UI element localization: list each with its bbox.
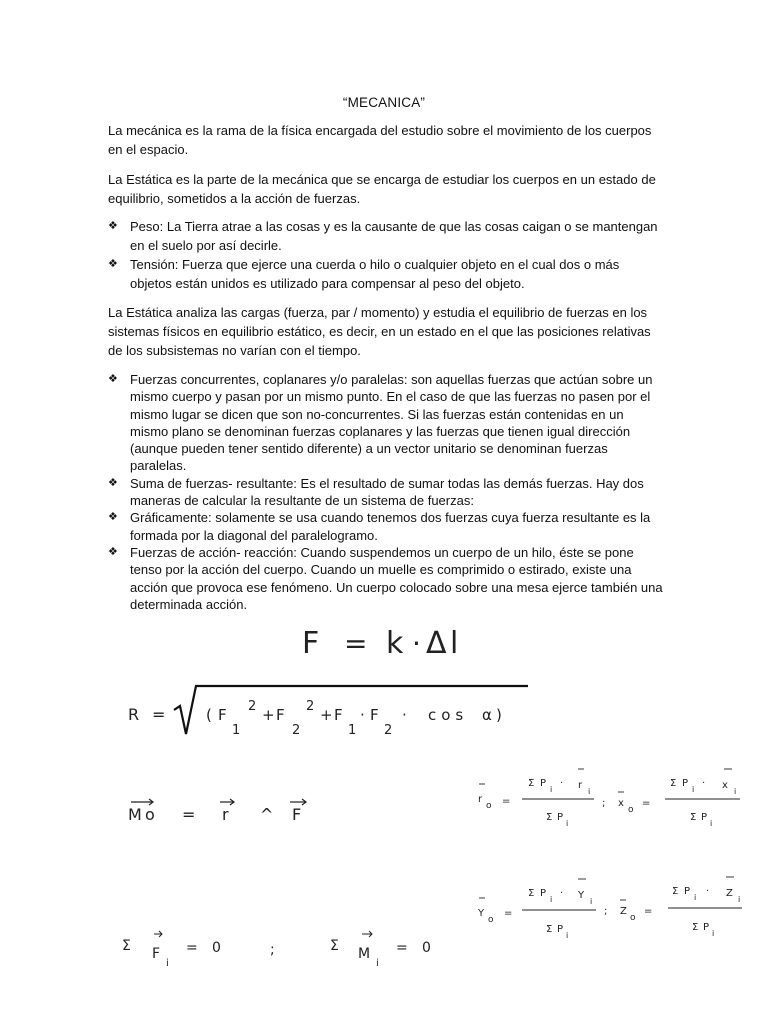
formula-subscript: i bbox=[694, 893, 697, 902]
paragraph-statics-analysis: La Estática analiza las cargas (fuerza, par / momento) y estudia el equilibrio de fuerzas en los sistemas físicos en equilibrio estático, es decir, en un estado en el que las posiciones relativas de los subsistemas no varían con el tiempo. bbox=[108, 305, 651, 358]
formula-symbol: ; bbox=[604, 906, 608, 917]
list-item-text: Tensión: Fuerza que ejerce una cuerda o hilo o cualquier objeto en el cual dos o más objetos están unidos es utilizado para compensar al peso del objeto. bbox=[130, 257, 620, 291]
formula-symbol: = bbox=[344, 627, 368, 660]
formula-symbol: P bbox=[703, 922, 710, 933]
list-item bbox=[108, 544, 664, 613]
formula-symbol: · bbox=[706, 886, 710, 897]
formula-symbol: P bbox=[540, 778, 547, 789]
formula-symbol: Σ bbox=[692, 922, 699, 933]
diamond-bullet-icon: ❖ bbox=[108, 476, 118, 489]
formula-symbol: P bbox=[684, 886, 691, 897]
formula-subscript: 1 bbox=[232, 723, 241, 738]
formula-subscript: o bbox=[630, 913, 636, 923]
formula-symbol: + bbox=[262, 706, 275, 724]
formula-symbol: = bbox=[182, 805, 196, 824]
list-item bbox=[108, 371, 664, 475]
formula-subscript: i bbox=[376, 958, 379, 969]
formula-symbol: F bbox=[218, 706, 227, 724]
formula-symbol: F bbox=[370, 706, 379, 724]
paragraph-statics: La Estática es la parte de la mecánica que se encarga de estudiar los cuerpos en un estado de equilibrio, sometidos a la acción de fuerzas. bbox=[108, 172, 656, 206]
formula-symbol: M bbox=[358, 946, 371, 962]
formula-symbol: Σ bbox=[670, 778, 677, 789]
formula-subscript: 1 bbox=[348, 723, 357, 738]
formula-symbol: ( bbox=[206, 706, 212, 724]
formula-symbol: Z bbox=[620, 906, 627, 917]
formula-symbol: R bbox=[128, 705, 140, 724]
formula-symbol: r bbox=[578, 780, 583, 791]
formula-symbol: Y bbox=[578, 890, 585, 901]
diamond-bullet-icon: ❖ bbox=[108, 545, 118, 558]
formula-symbol: k bbox=[386, 626, 404, 661]
formula-symbol: · bbox=[702, 778, 706, 789]
formula-subscript: 2 bbox=[384, 723, 393, 738]
formula-symbol: Z bbox=[726, 888, 733, 899]
formula-subscript: i bbox=[712, 929, 715, 938]
formula-subscript: i bbox=[588, 787, 591, 796]
list-item-text: Peso: La Tierra atrae a las cosas y es la causante de que las cosas caigan o se mantengan en el suelo por así decirle. bbox=[130, 219, 658, 253]
formula-symbol: · bbox=[402, 706, 407, 724]
formula-subscript: i bbox=[590, 897, 593, 906]
formula-symbol: Σ bbox=[330, 938, 339, 954]
formula-symbol: cos bbox=[428, 706, 469, 724]
formula-symbol: Σ bbox=[690, 812, 697, 823]
formula-subscript: i bbox=[734, 787, 737, 796]
resultant-formula bbox=[120, 672, 540, 752]
formula-symbol: P bbox=[701, 812, 708, 823]
formula-symbol: = bbox=[502, 796, 511, 807]
formula-subscript: 2 bbox=[292, 723, 301, 738]
formula-symbol: F bbox=[334, 706, 343, 724]
formula-subscript: o bbox=[628, 805, 634, 815]
formula-symbol: l bbox=[450, 626, 459, 661]
formula-symbol: ; bbox=[270, 942, 275, 958]
formula-superscript: 2 bbox=[306, 699, 315, 714]
formula-symbol: ; bbox=[602, 798, 606, 809]
centroid-formula-y-z bbox=[470, 876, 760, 946]
formula-symbol: α bbox=[482, 706, 492, 724]
formula-symbol: Δ bbox=[426, 626, 447, 661]
formula-symbol: Σ bbox=[528, 888, 535, 899]
formula-symbol: ^ bbox=[260, 805, 274, 824]
formula-symbol: P bbox=[682, 778, 689, 789]
formula-symbol: r bbox=[222, 805, 229, 824]
formula-symbol: = bbox=[504, 908, 513, 919]
formula-symbol: r bbox=[478, 794, 483, 805]
formula-symbol: Σ bbox=[546, 924, 553, 935]
diamond-bullet-icon: ❖ bbox=[108, 511, 118, 524]
diamond-bullet-icon: ❖ bbox=[108, 373, 118, 385]
formula-symbol: Σ bbox=[672, 886, 679, 897]
formula-superscript: 2 bbox=[248, 699, 257, 714]
formula-subscript: i bbox=[710, 819, 713, 828]
formula-symbol: = bbox=[644, 906, 653, 917]
bullet-list-force-types bbox=[108, 371, 664, 613]
formula-symbol: P bbox=[540, 888, 547, 899]
formula-symbol: = bbox=[186, 940, 198, 956]
formula-subscript: i bbox=[550, 895, 553, 904]
paragraph-intro: La mecánica es la rama de la física encargada del estudio sobre el movimiento de los cuerpos en el espacio. bbox=[108, 123, 652, 157]
formula-symbol: 0 bbox=[422, 940, 431, 956]
formula-symbol: = bbox=[642, 798, 651, 809]
formula-symbol: F bbox=[152, 946, 161, 962]
centroid-formula-r-x bbox=[470, 762, 760, 832]
formula-symbol: Σ bbox=[122, 938, 131, 954]
formula-symbol: · bbox=[560, 778, 564, 789]
formula-subscript: i bbox=[692, 785, 695, 794]
formula-symbol: P bbox=[557, 924, 564, 935]
formula-symbol: x bbox=[722, 780, 728, 791]
equilibrium-formula bbox=[120, 920, 450, 975]
formula-symbol: + bbox=[320, 706, 333, 724]
formula-symbol: Y bbox=[478, 908, 485, 919]
diamond-bullet-icon: ❖ bbox=[108, 258, 118, 270]
list-item bbox=[108, 475, 664, 510]
formula-subscript: i bbox=[566, 819, 569, 828]
diamond-bullet-icon: ❖ bbox=[108, 220, 118, 232]
list-item-text: Fuerzas concurrentes, coplanares y/o paralelas: son aquellas fuerzas que actúan sobre un mismo cuerpo y pasan por un mismo punto. En el caso de que las fuerzas no pasen por el mismo lugar se dicen que son no-concurrentes. Si las fuerzas están contenidas en un mismo plano se denominan fuerzas coplanares y las fuerzas que tienen igual dirección (aunque pueden tener sentido diferente) a un vector unitario se denominan fuerzas paralelas. bbox=[130, 372, 653, 474]
hooke-law-formula bbox=[290, 615, 480, 665]
list-item bbox=[108, 217, 664, 255]
page-title: “MECANICA” bbox=[342, 95, 426, 110]
formula-symbol: F bbox=[302, 626, 320, 661]
formula-symbol: Σ bbox=[546, 812, 553, 823]
formula-subscript: i bbox=[566, 931, 569, 940]
bullet-list-forces bbox=[108, 217, 664, 293]
list-item-text: Gráficamente: solamente se usa cuando tenemos dos fuerzas cuya fuerza resultante es la formada por la diagonal del paralelogramo. bbox=[130, 510, 651, 543]
formula-symbol: F bbox=[276, 706, 285, 724]
formula-symbol: Σ bbox=[528, 778, 535, 789]
formula-symbol: M bbox=[128, 805, 142, 824]
list-item bbox=[108, 509, 664, 544]
formula-subscript: i bbox=[166, 958, 169, 969]
formula-subscript: i bbox=[550, 785, 553, 794]
formula-subscript: i bbox=[738, 895, 741, 904]
list-item-text: Suma de fuerzas- resultante: Es el resultado de sumar todas las demás fuerzas. Hay dos maneras de calcular la resultante de un sistema de fuerzas: bbox=[130, 475, 644, 509]
formula-symbol: 0 bbox=[212, 940, 221, 956]
moment-formula bbox=[120, 792, 350, 832]
formula-symbol: · bbox=[560, 888, 564, 899]
formula-symbol: = bbox=[152, 705, 166, 724]
formula-subscript: o bbox=[486, 801, 492, 811]
formula-subscript: o bbox=[488, 915, 494, 925]
formula-symbol: o bbox=[145, 805, 155, 824]
list-item-text: Fuerzas de acción- reacción: Cuando suspendemos un cuerpo de un hilo, éste se pone tenso por la acción del cuerpo. Cuando un muelle es comprimido o estirado, existe una acción que provoca ese fenómeno. Un cuerpo colocado sobre una mesa ejerce también una determinada acción. bbox=[130, 544, 663, 612]
formula-symbol: = bbox=[396, 940, 408, 956]
formula-symbol: P bbox=[557, 812, 564, 823]
list-item bbox=[108, 255, 664, 293]
formula-symbol: ) bbox=[496, 706, 502, 724]
formula-symbol: F bbox=[292, 805, 302, 824]
formula-symbol: · bbox=[412, 627, 421, 660]
formula-symbol: x bbox=[618, 798, 624, 809]
formula-symbol: · bbox=[360, 706, 365, 724]
